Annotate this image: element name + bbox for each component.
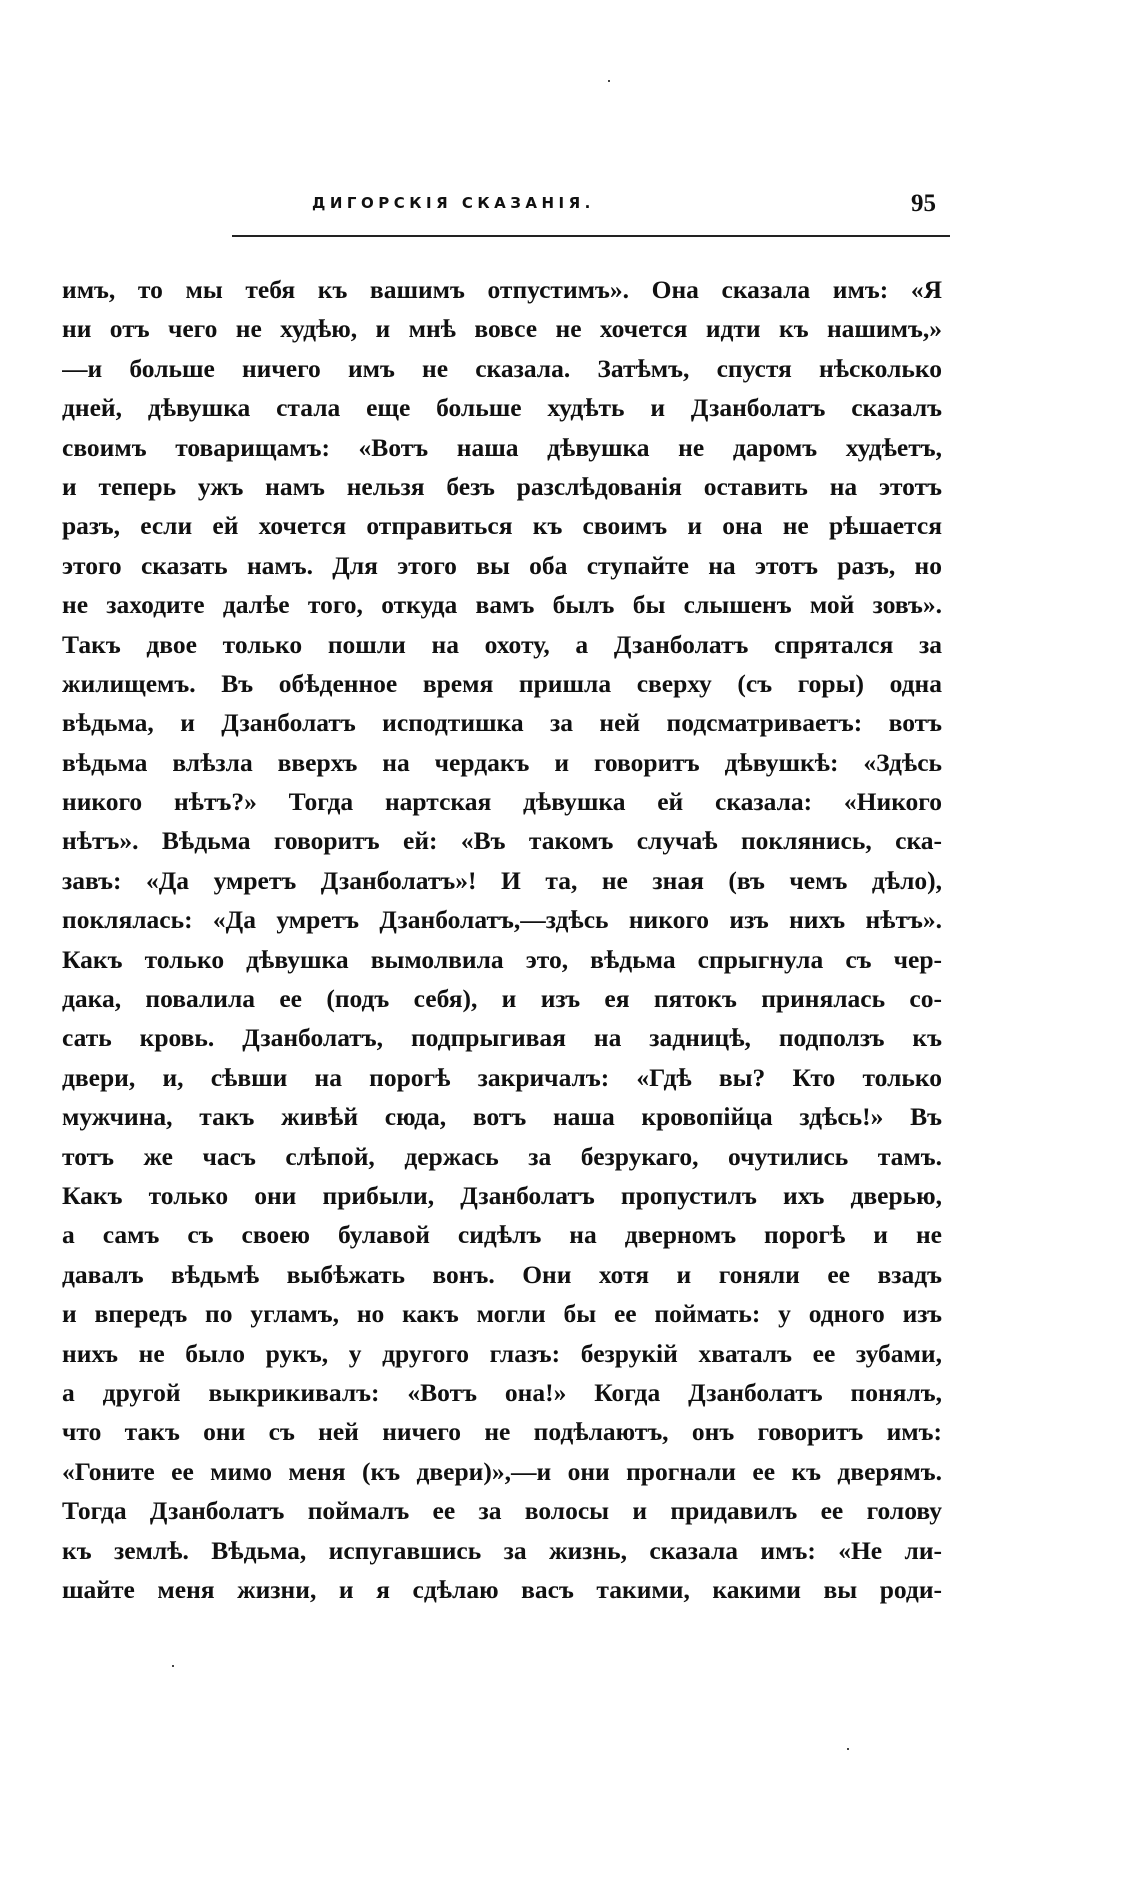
text-line: а самъ съ своею булавой сидѣлъ на дверномъ порогѣ и не (62, 1220, 942, 1250)
running-header (232, 190, 950, 230)
page-number: 95 (911, 190, 936, 217)
text-line: и теперь ужъ намъ нельзя безъ разслѣдованія оставить на этотъ (62, 471, 942, 501)
text-line: вѣдьма влѣзла вверхъ на чердакъ и говоритъ дѣвушкѣ: «Здѣсь (62, 747, 942, 777)
text-line: этого сказать намъ. Для этого вы оба ступайте на этотъ разъ, но (62, 550, 942, 580)
text-line: жилищемъ. Въ обѣденное время пришла сверху (съ горы) одна (62, 668, 942, 698)
text-line: поклялась: «Да умретъ Дзанболатъ,—здѣсь никого изъ нихъ нѣтъ». (62, 905, 942, 935)
text-line: шайте меня жизни, и я сдѣлаю васъ такими, какими вы роди- (62, 1574, 942, 1604)
text-line: имъ, то мы тебя къ вашимъ отпустимъ». Она сказала имъ: «Я (62, 275, 942, 304)
header-rule (232, 235, 950, 237)
text-line: давалъ вѣдьмѣ выбѣжать вонъ. Они хотя и гоняли ее взадъ (62, 1259, 942, 1289)
text-line: разъ, если ей хочется отправиться къ своимъ и она не рѣшается (62, 511, 942, 541)
text-line: никого нѣтъ?» Тогда нартская дѣвушка ей сказала: «Никого (62, 787, 942, 817)
text-line: нѣтъ». Вѣдьма говоритъ ей: «Въ такомъ случаѣ поклянись, ска- (62, 826, 942, 856)
text-line: своимъ товарищамъ: «Вотъ наша дѣвушка не даромъ худѣетъ, (62, 432, 942, 462)
text-line: Тогда Дзанболатъ поймалъ ее за волосы и придавилъ ее голову (62, 1496, 942, 1526)
running-title: ДИГОРСКІЯ СКАЗАНІЯ. (312, 194, 595, 212)
text-line: «Гоните ее мимо меня (къ двери)»,—и они прогнали ее къ дверямъ. (62, 1456, 942, 1486)
text-line: нихъ не было рукъ, у другого глазъ: безрукій хваталъ ее зубами, (62, 1338, 942, 1368)
text-line: дака, повалила ее (подъ себя), и изъ ея пятокъ принялась со- (62, 984, 942, 1014)
text-line: и впередъ по угламъ, но какъ могли бы ее поймать: у одного изъ (62, 1299, 942, 1329)
scan-speck (608, 80, 610, 82)
scan-speck (847, 1748, 849, 1750)
text-line: а другой выкрикивалъ: «Вотъ она!» Когда Дзанболатъ понялъ, (62, 1377, 942, 1407)
text-line: завъ: «Да умретъ Дзанболатъ»! И та, не зная (въ чемъ дѣло), (62, 865, 942, 895)
text-line: сать кровь. Дзанболатъ, подпрыгивая на задницѣ, подползъ къ (62, 1023, 942, 1053)
text-line: вѣдьма, и Дзанболатъ исподтишка за ней подсматриваетъ: вотъ (62, 708, 942, 738)
text-line: —и больше ничего имъ не сказала. Затѣмъ, спустя нѣсколько (62, 353, 942, 383)
text-line: Такъ двое только пошли на охоту, а Дзанболатъ спрятался за (62, 629, 942, 659)
text-line: мужчина, такъ живѣй сюда, вотъ наша кровопійца здѣсь!» Въ (62, 1102, 942, 1132)
text-line: Какъ только они прибыли, Дзанболатъ пропустилъ ихъ дверью, (62, 1180, 942, 1210)
text-line: ни отъ чего не худѣю, и мнѣ вовсе не хочется идти къ нашимъ,» (62, 314, 942, 344)
text-line: Какъ только дѣвушка вымолвила это, вѣдьма спрыгнула съ чер- (62, 944, 942, 974)
text-line: тотъ же часъ слѣпой, держась за безрукаго, очутились тамъ. (62, 1141, 942, 1171)
text-line: не заходите далѣе того, откуда вамъ былъ бы слышенъ мой зовъ». (62, 590, 942, 620)
body-text (62, 270, 942, 1609)
text-line: что такъ они съ ней ничего не подѣлаютъ, онъ говоритъ имъ: (62, 1417, 942, 1447)
text-line: къ землѣ. Вѣдьма, испугавшись за жизнь, сказала имъ: «Не ли- (62, 1535, 942, 1565)
text-line: двери, и, сѣвши на порогѣ закричалъ: «Гдѣ вы? Кто только (62, 1062, 942, 1092)
scan-speck (172, 1665, 174, 1667)
text-line: дней, дѣвушка стала еще больше худѣть и Дзанболатъ сказалъ (62, 393, 942, 423)
